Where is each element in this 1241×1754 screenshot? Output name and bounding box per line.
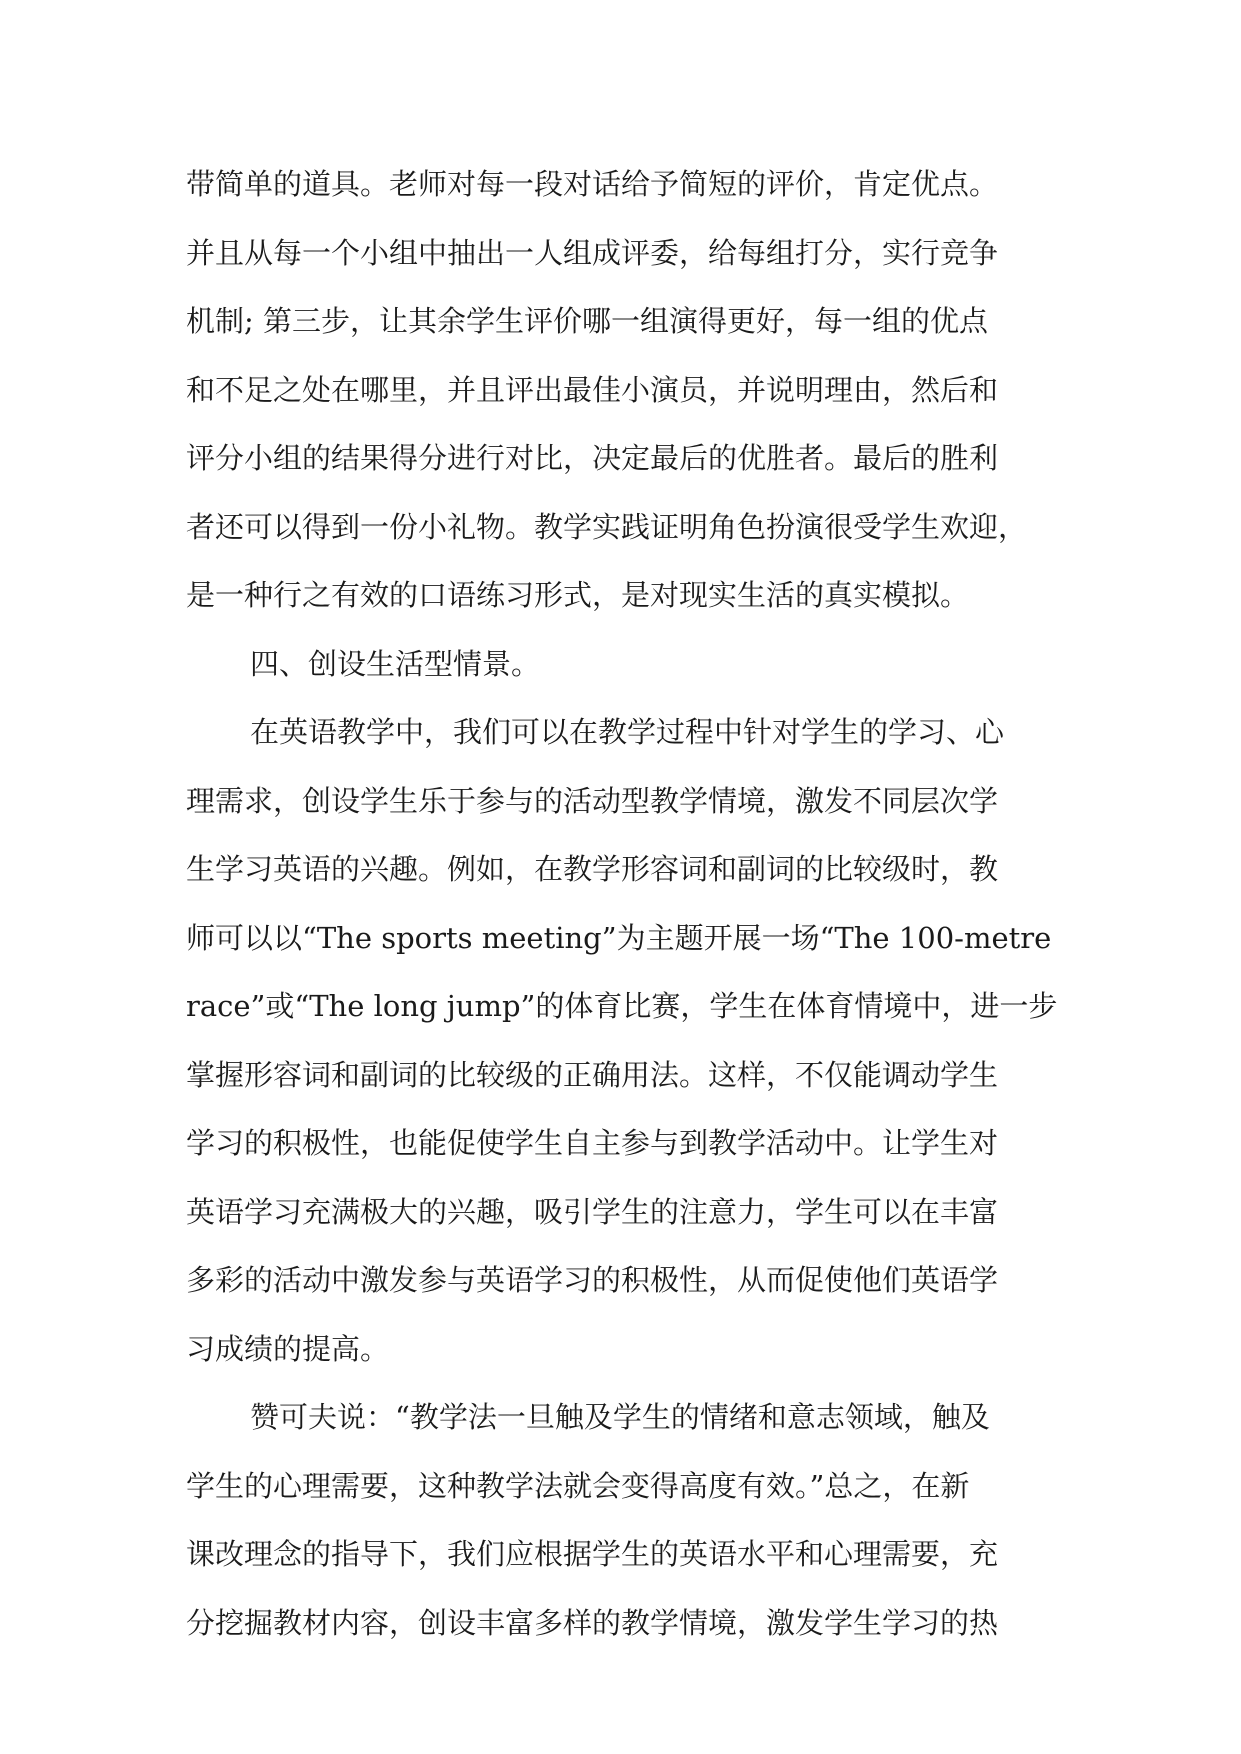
text-line: 掌握形容词和副词的比较级的正确用法。这样，不仅能调动学生 [186,1057,999,1092]
text-line: 并且从每一个小组中抽出一人组成评委，给每组打分，实行竞争 [186,235,999,270]
text-line: 英语学习充满极大的兴趣，吸引学生的注意力，学生可以在丰富 [186,1194,999,1229]
text-line: 在英语教学中，我们可以在教学过程中针对学生的学习、心 [250,715,1005,749]
body-text [186,150,1056,1657]
text-line: 带简单的道具。老师对每一段对话给予简短的评价，肯定优点。 [186,167,999,201]
text-line: 分挖掘教材内容，创设丰富多样的教学情境，激发学生学习的热 [186,1605,999,1640]
text-line: 师可以以“The sports meeting”为主题开展一场“The 100-metre [186,920,1052,955]
text-line: 是一种行之有效的口语练习形式，是对现实生活的真实模拟。 [186,578,970,612]
text-line: 机制; 第三步，让其余学生评价哪一组演得更好，每一组的优点 [186,304,988,338]
text-line: 理需求，创设学生乐于参与的活动型教学情境，激发不同层次学 [186,783,999,818]
text-line: 者还可以得到一份小礼物。教学实践证明角色扮演很受学生欢迎， [186,509,1028,544]
text-line: 和不足之处在哪里，并且评出最佳小演员，并说明理由，然后和 [186,372,999,407]
section-heading: 四、创设生活型情景。 [250,646,541,681]
text-line: 生学习英语的兴趣。例如，在教学形容词和副词的比较级时，教 [186,852,999,886]
text-line: 学习的积极性，也能促使学生自主参与到教学活动中。让学生对 [186,1126,999,1160]
text-line: 习成绩的提高。 [186,1331,390,1366]
text-line: 学生的心理需要，这种教学法就会变得高度有效。”总之，在新 [186,1468,970,1503]
text-line: 赞可夫说：“教学法一旦触及学生的情绪和意志领域，触及 [250,1400,990,1434]
text-line: 评分小组的结果得分进行对比，决定最后的优胜者。最后的胜利 [186,441,999,475]
text-line: race”或“The long jump”的体育比赛，学生在体育情境中，进一步 [186,989,1058,1023]
text-line: 课改理念的指导下，我们应根据学生的英语水平和心理需要，充 [186,1537,999,1571]
text-line: 多彩的活动中激发参与英语学习的积极性，从而促使他们英语学 [186,1263,999,1297]
